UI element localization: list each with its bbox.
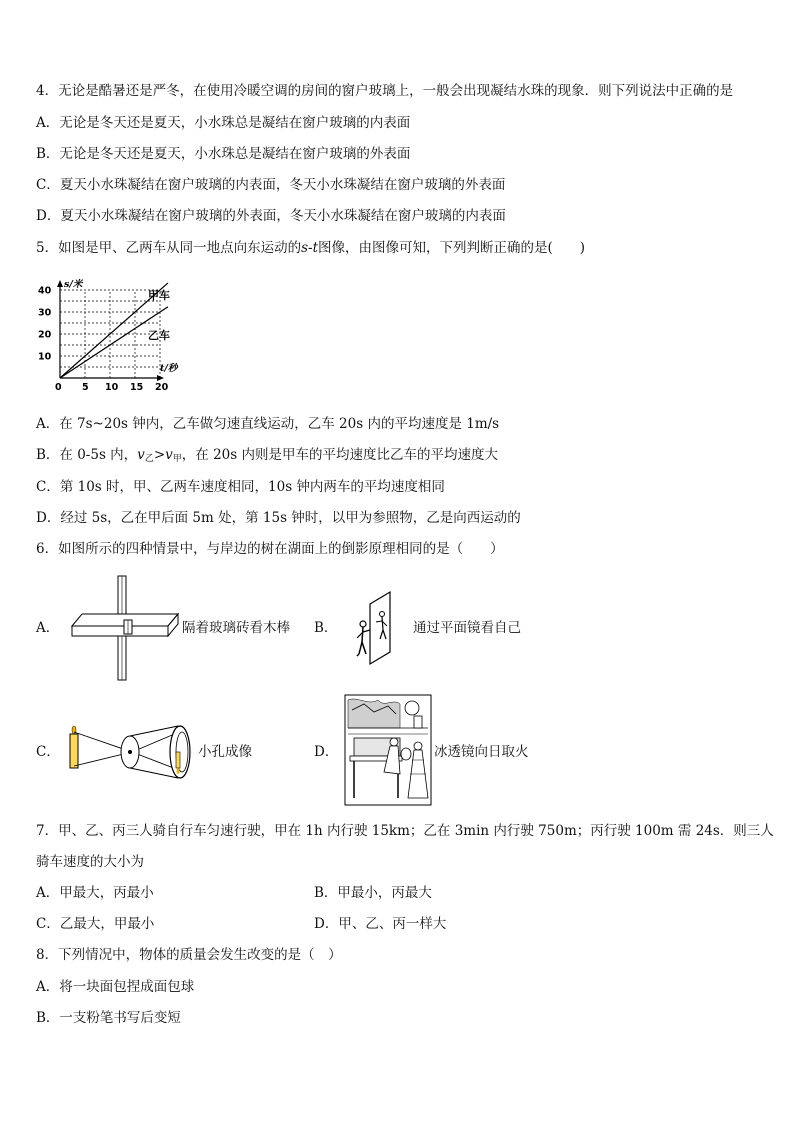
q4-option-c: C．夏天小水珠凝结在窗户玻璃的内表面，冬天小水珠凝结在窗户玻璃的外表面 bbox=[36, 177, 506, 193]
x-axis-arrow bbox=[157, 375, 164, 381]
q4-option-d: D．夏天小水珠凝结在窗户玻璃的外表面，冬天小水珠凝结在窗户玻璃的内表面 bbox=[36, 208, 506, 224]
y-axis-label: s/米 bbox=[64, 279, 83, 290]
y-tick-label: 10 bbox=[38, 351, 52, 363]
pinhole-camera-figure bbox=[62, 722, 194, 782]
q4-option-a: A．无论是冬天还是夏天，小水珠总是凝结在窗户玻璃的内表面 bbox=[36, 115, 411, 131]
q8-stem: 8．下列情况中，物体的质量会发生改变的是（ ） bbox=[36, 947, 342, 963]
y-tick-label: 40 bbox=[38, 285, 52, 297]
q5-option-d: D．经过 5s，乙在甲后面 5m 处，第 15s 钟时，以甲为参照物，乙是向西运动的 bbox=[36, 510, 521, 526]
ice-lens-figure bbox=[344, 694, 432, 806]
greater-than: > bbox=[153, 447, 166, 463]
q8-option-b: B．一支粉笔书写后变短 bbox=[36, 1010, 181, 1026]
q6-d-letter: D． bbox=[314, 744, 339, 760]
q5-stem-part1: 5．如图是甲、乙两车从同一地点向东运动的 bbox=[36, 240, 302, 256]
q5-stem-part2: 图像，由图像可知，下列判断正确的是( ) bbox=[318, 240, 586, 256]
q7-option-a: A．甲最大，丙最小 bbox=[36, 885, 154, 901]
q5-st-graph bbox=[36, 272, 186, 402]
glass-brick-figure bbox=[70, 574, 180, 682]
q5-option-b-part1: B．在 0-5s 内， bbox=[36, 447, 138, 463]
y-tick-label: 20 bbox=[38, 329, 52, 341]
q6-a-label: 隔着玻璃砖看木棒 bbox=[182, 620, 290, 636]
subscript-yi: 乙 bbox=[144, 454, 154, 464]
q5-option-b bbox=[36, 446, 498, 468]
q6-c-label: 小孔成像 bbox=[198, 744, 252, 760]
q7-option-c: C．乙最大，甲最小 bbox=[36, 916, 155, 932]
q7-option-d: D．甲、乙、丙一样大 bbox=[314, 916, 447, 932]
x-tick-label: 20 bbox=[155, 382, 169, 393]
y-axis-arrow bbox=[57, 280, 63, 287]
x-axis-label: t/秒 bbox=[160, 363, 178, 374]
subscript-jia: 甲 bbox=[172, 454, 182, 464]
q4-stem: 4．无论是酷暑还是严冬，在使用冷暖空调的房间的窗户玻璃上，一般会出现凝结水珠的现象．则下列说法中正确的是 bbox=[36, 83, 734, 99]
q5-option-b-part2: ，在 20s 内则是甲车的平均速度比乙车的平均速度大 bbox=[181, 447, 498, 463]
q6-b-letter: B． bbox=[314, 620, 338, 636]
st-graph-svg bbox=[36, 272, 186, 402]
q7-option-b: B．甲最小，丙最大 bbox=[314, 885, 432, 901]
series-label-jia: 甲车 bbox=[148, 289, 170, 302]
q6-stem: 6．如图所示的四种情景中，与岸边的树在湖面上的倒影原理相同的是（ ） bbox=[36, 541, 504, 557]
series-label-yi: 乙车 bbox=[148, 329, 170, 342]
mirror-figure bbox=[350, 590, 410, 670]
y-tick-labels bbox=[38, 286, 52, 363]
q5-stem bbox=[36, 239, 585, 257]
y-tick-label: 30 bbox=[38, 307, 52, 319]
q6-d-label: 冰透镜向日取火 bbox=[434, 744, 529, 760]
q6-a-letter: A． bbox=[36, 620, 60, 636]
q5-stem-st: s-t bbox=[301, 240, 319, 256]
v-symbol-1: v bbox=[137, 447, 145, 463]
q8-option-a: A．将一块面包捏成面包球 bbox=[36, 979, 195, 995]
x-tick-label: 10 bbox=[105, 382, 119, 393]
q6-b-label: 通过平面镜看自己 bbox=[413, 620, 521, 636]
q7-stem-line1: 7．甲、乙、丙三人骑自行车匀速行驶，甲在 1h 内行驶 15km；乙在 3min 内行驶 750m；丙行驶 100m 需 24s．则三人 bbox=[36, 823, 774, 839]
q5-option-c: C．第 10s 时，甲、乙两车速度相同，10s 钟内两车的平均速度相同 bbox=[36, 479, 445, 495]
x-tick-label: 5 bbox=[82, 382, 89, 393]
q4-option-b: B．无论是冬天还是夏天，小水珠总是凝结在窗户玻璃的外表面 bbox=[36, 146, 411, 162]
q6-c-letter: C． bbox=[36, 744, 60, 760]
q7-stem-line2: 骑车速度的大小为 bbox=[36, 854, 144, 870]
v-symbol-2: v bbox=[165, 447, 173, 463]
x-tick-label: 0 bbox=[55, 382, 62, 393]
x-tick-labels bbox=[55, 382, 169, 393]
x-tick-label: 15 bbox=[130, 382, 144, 393]
q5-option-a: A．在 7s~20s 钟内，乙车做匀速直线运动，乙车 20s 内的平均速度是 1m/s bbox=[36, 416, 500, 432]
